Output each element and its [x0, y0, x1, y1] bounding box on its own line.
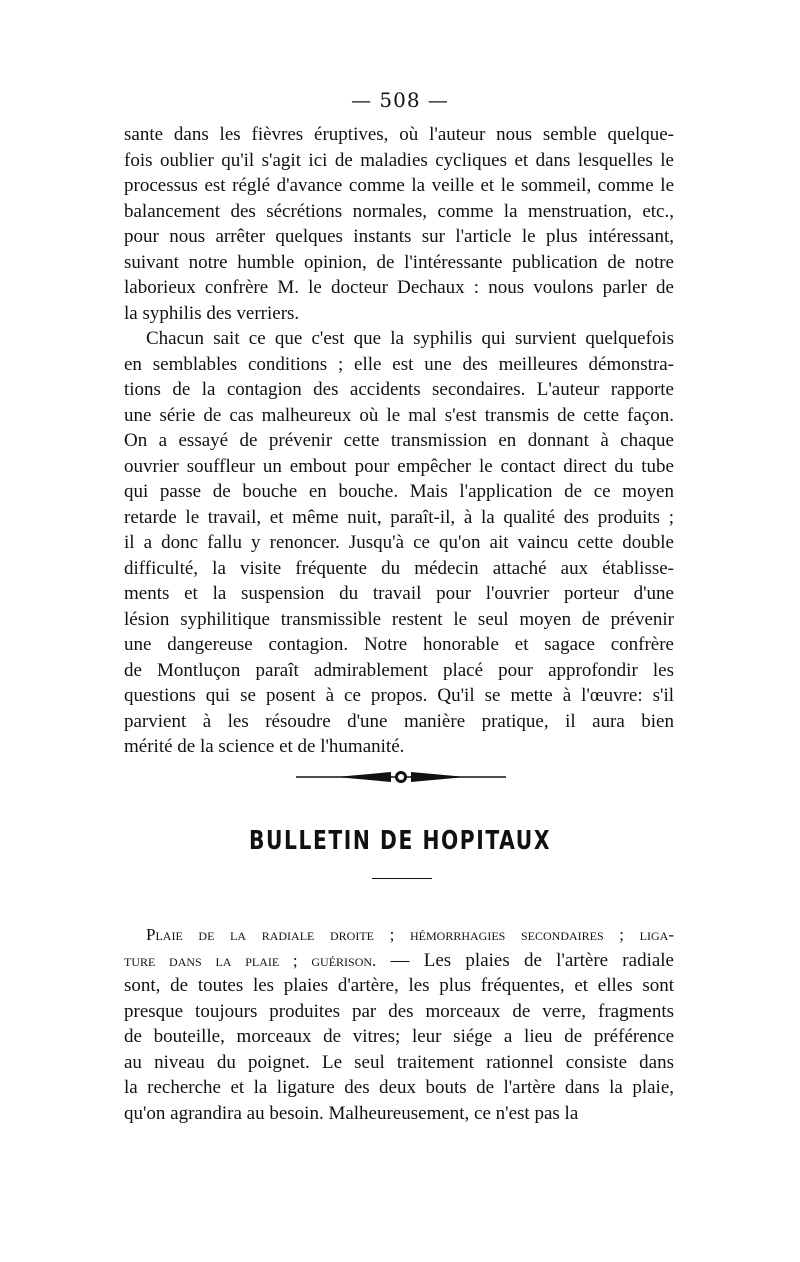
text-line: de bouteille, morceaux de vitres; leur siége a lieu de préférence — [124, 1026, 674, 1047]
text-line: parvient à les résoudre d'une manière pratique, il aura bien — [124, 710, 674, 732]
text-line: de Montluçon paraît admirablement placé pour approfondir les — [124, 659, 674, 681]
text-line: une dangereuse contagion. Notre honorable et sagace confrère — [124, 634, 674, 655]
article-title-line: Plaie de la radiale droite ; hémorrhagies secondaires ; liga- — [146, 925, 674, 944]
text-line: une série de cas malheureux où le mal s'est transmis de cette façon. — [124, 404, 674, 426]
text-line: On a essayé de prévenir cette transmission en donnant à chaque — [124, 430, 674, 451]
text-line: qui passe de bouche en bouche. Mais l'application de ce moyen — [124, 481, 674, 502]
text-line: processus est réglé d'avance comme la veille et le sommeil, comme le — [124, 175, 674, 196]
text-line: ments et la suspension du travail pour l'ouvrier porteur d'une — [124, 583, 674, 604]
article-title-line: ture dans la plaie ; guérison. — Les plaies de l'artère radiale — [124, 949, 674, 971]
text-line: lésion syphilitique transmissible restent le seul moyen de prévenir — [124, 608, 674, 630]
text-line: difficulté, la visite fréquente du médecin attaché aux établisse- — [124, 557, 674, 579]
section-heading: BULLETIN DE HOPITAUX — [248, 826, 552, 856]
text-line: sante dans les fièvres éruptives, où l'auteur nous semble quelque- — [124, 124, 674, 145]
text-line: au niveau du poignet. Le seul traitement rationnel consiste dans — [124, 1051, 674, 1073]
text-line: presque toujours produites par des morceaux de verre, fragments — [124, 1000, 674, 1022]
body-text-upper — [124, 122, 674, 760]
text-line: ouvrier souffleur un embout pour empêcher le contact direct du tube — [124, 455, 674, 477]
text-line: fois oublier qu'il s'agit ici de maladies cycliques et dans lesquelles le — [124, 149, 674, 171]
text-line: mérité de la science et de l'humanité. — [124, 736, 405, 757]
body-text-lower — [124, 922, 674, 1126]
ornament-divider — [296, 767, 506, 787]
text-line: il a donc fallu y renoncer. Jusqu'à ce qu'on ait vaincu cette double — [124, 532, 674, 553]
text-line: tions de la contagion des accidents secondaires. L'auteur rapporte — [124, 379, 674, 400]
text-line: la recherche et la ligature des deux bouts de l'artère dans la plaie, — [124, 1077, 674, 1098]
text-line: pour nous arrêter quelques instants sur l'article le plus intéressant, — [124, 226, 674, 247]
page-number: — 508 — — [351, 88, 449, 112]
text-line: qu'on agrandira au besoin. Malheureusement, ce n'est pas la — [124, 1102, 579, 1124]
text-line: suivant notre humble opinion, de l'intéressante publication de notre — [124, 251, 674, 273]
text-line: Chacun sait ce que c'est que la syphilis qui survient quelquefois — [146, 328, 674, 349]
text-line: questions qui se posent à ce propos. Qu'il se mette à l'œuvre: s'il — [124, 685, 674, 706]
text-line: laborieux confrère M. le docteur Dechaux : nous voulons parler de — [124, 277, 674, 298]
heading-rule — [372, 878, 432, 879]
text-line: la syphilis des verriers. — [124, 302, 300, 324]
text-line: retarde le travail, et même nuit, paraît-il, à la qualité des produits ; — [124, 506, 674, 528]
text-line: sont, de toutes les plaies d'artère, les plus fréquentes, et elles sont — [124, 975, 674, 996]
text-line: en semblables conditions ; elle est une des meilleures démonstra- — [124, 353, 674, 375]
text-line: balancement des sécrétions normales, comme la menstruation, etc., — [124, 200, 674, 222]
